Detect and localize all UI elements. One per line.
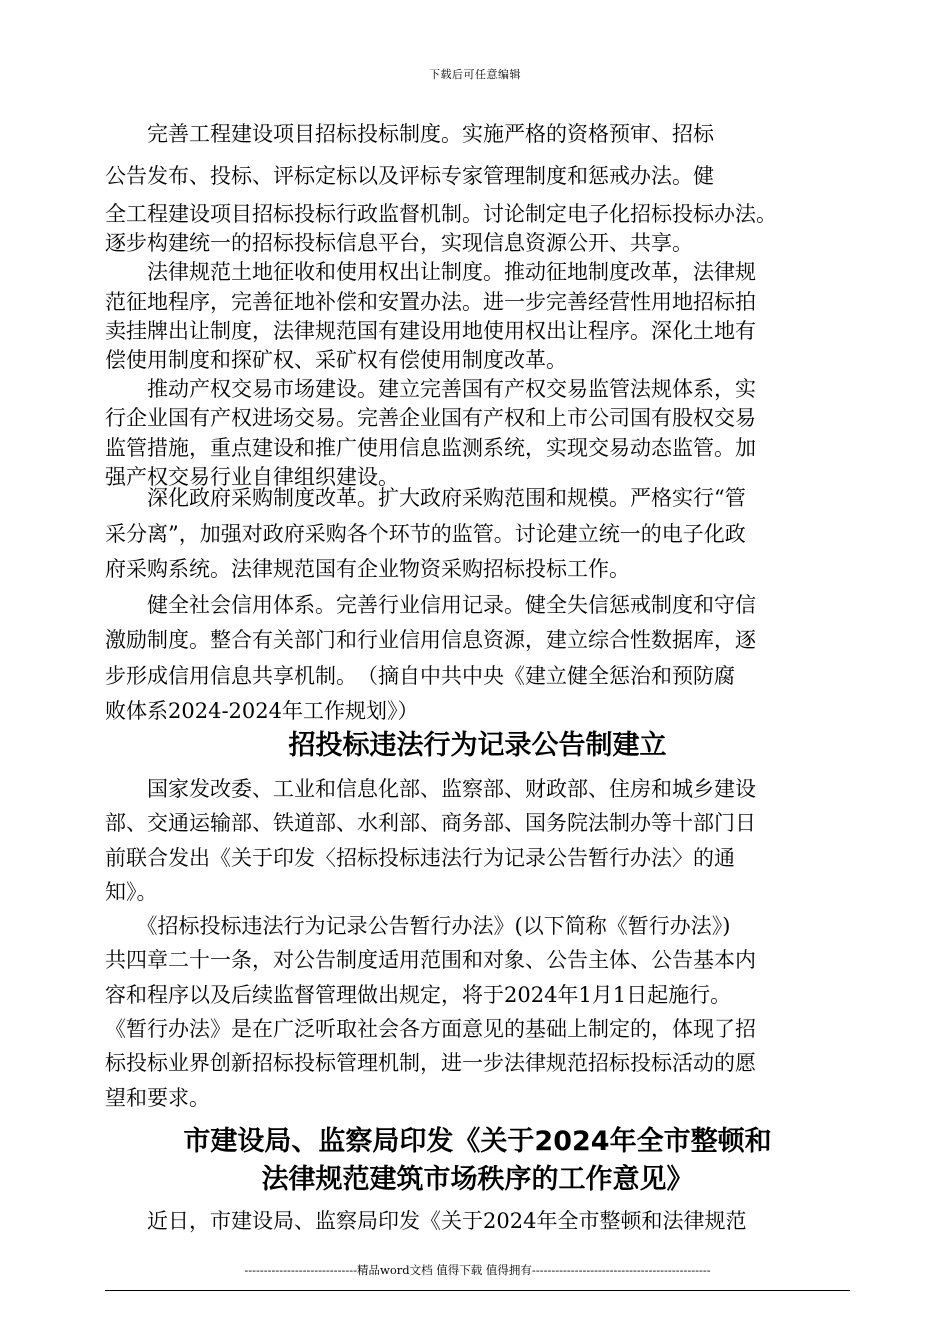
- text-line: 行企业国有产权进场交易。完善企业国有产权和上市公司国有股权交易: [105, 406, 756, 431]
- text-line: 公告发布、投标、评标定标以及评标专家管理制度和惩戒办法。健: [105, 164, 714, 188]
- text-line: 部、交通运输部、铁道部、水利部、商务部、国务院法制办等十部门日: [105, 811, 756, 836]
- text-line: 府采购系统。法律规范国有企业物资采购招标投标工作。: [105, 557, 630, 581]
- text-line: 前联合发出《关于印发〈招标投标违法行为记录公告暂行办法〉的通: [105, 845, 735, 870]
- section-title-market-order: [105, 1123, 850, 1199]
- text-line: 健全社会信用体系。完善行业信用记录。健全失信惩戒制度和守信: [105, 592, 756, 617]
- title-line: 法律规范建筑市场秩序的工作意见》: [261, 1164, 694, 1195]
- text-line: 卖挂牌出让制度，法律规范国有建设用地使用权出让程序。深化土地有: [105, 318, 756, 343]
- text-line: 全工程建设项目招标投标行政监督机制。讨论制定电子化招标投标办法。: [105, 202, 777, 226]
- text-line: 深化政府采购制度改革。扩大政府采购范围和规模。严格实行“管: [105, 486, 746, 510]
- paragraph-block-announcement: [105, 772, 850, 1115]
- text-line: 偿使用制度和探矿权、采矿权有偿使用制度改革。: [105, 348, 567, 373]
- text-line: 推动产权交易市场建设。建立完善国有产权交易监管法规体系，实: [105, 377, 756, 402]
- paragraph-recent-notice: [105, 1204, 850, 1238]
- text-line: 逐步构建统一的招标投标信息平台，实现信息资源公开、共享。: [105, 231, 693, 256]
- paragraph-block-procurement-credit: [105, 481, 850, 730]
- paragraph-block-land-property: [105, 200, 850, 492]
- text-line: 监管措施，重点建设和推广使用信息监测系统，实现交易动态监管。加: [105, 435, 756, 460]
- text-line: 共四章二十一条，对公告制度适用范围和对象、公告主体、公告基本内: [105, 948, 756, 973]
- section-title-violation-record: 招投标违法行为记录公告制建立: [288, 730, 667, 761]
- text-line: 标投标业界创新招标投标管理机制，进一步法律规范招标投标活动的愿: [105, 1051, 756, 1076]
- header-note: 下载后可任意编辑: [429, 68, 521, 81]
- text-line: 强产权交易行业自律组织建设。: [105, 464, 399, 489]
- footer-text: -----------------------------精品word文档 值得下载 值得拥有----------------------------------------------: [244, 1263, 711, 1277]
- text-line: 近日，市建设局、监察局印发《关于2024年全市整顿和法律规范: [105, 1209, 747, 1233]
- footer-divider: [105, 1290, 850, 1291]
- paragraph-bidding-system: [105, 113, 850, 197]
- text-line: 法律规范土地征收和使用权出让制度。推动征地制度改革，法律规: [105, 260, 756, 285]
- text-line: 采分离”，加强对政府采购各个环节的监管。讨论建立统一的电子化政: [105, 521, 746, 546]
- text-line: 《招标投标违法行为记录公告暂行办法》(以下简称《暂行办法》): [105, 914, 731, 939]
- text-line: 国家发改委、工业和信息化部、监察部、财政部、住房和城乡建设: [105, 777, 756, 801]
- text-line: 容和程序以及后续监督管理做出规定，将于2024年1月1日起施行。: [105, 982, 732, 1007]
- text-line: 激励制度。整合有关部门和行业信用信息资源，建立综合性数据库，逐: [105, 628, 756, 652]
- text-line: 败体系2024-2024年工作规划》）: [105, 699, 419, 723]
- text-line: 步形成信用信息共享机制。 （摘自中共中央《建立健全惩治和预防腐: [105, 663, 735, 688]
- text-line: 完善工程建设项目招标投标制度。实施严格的资格预审、招标: [105, 122, 714, 146]
- text-line: 知》。: [105, 879, 158, 904]
- text-line: 《暂行办法》是在广泛听取社会各方面意见的基础上制定的，体现了招: [105, 1017, 756, 1042]
- text-line: 望和要求。: [105, 1085, 210, 1110]
- title-line: 市建设局、监察局印发《关于2024年全市整顿和: [183, 1126, 772, 1157]
- text-line: 范征地程序，完善征地补偿和安置办法。进一步完善经营性用地招标拍: [105, 289, 756, 314]
